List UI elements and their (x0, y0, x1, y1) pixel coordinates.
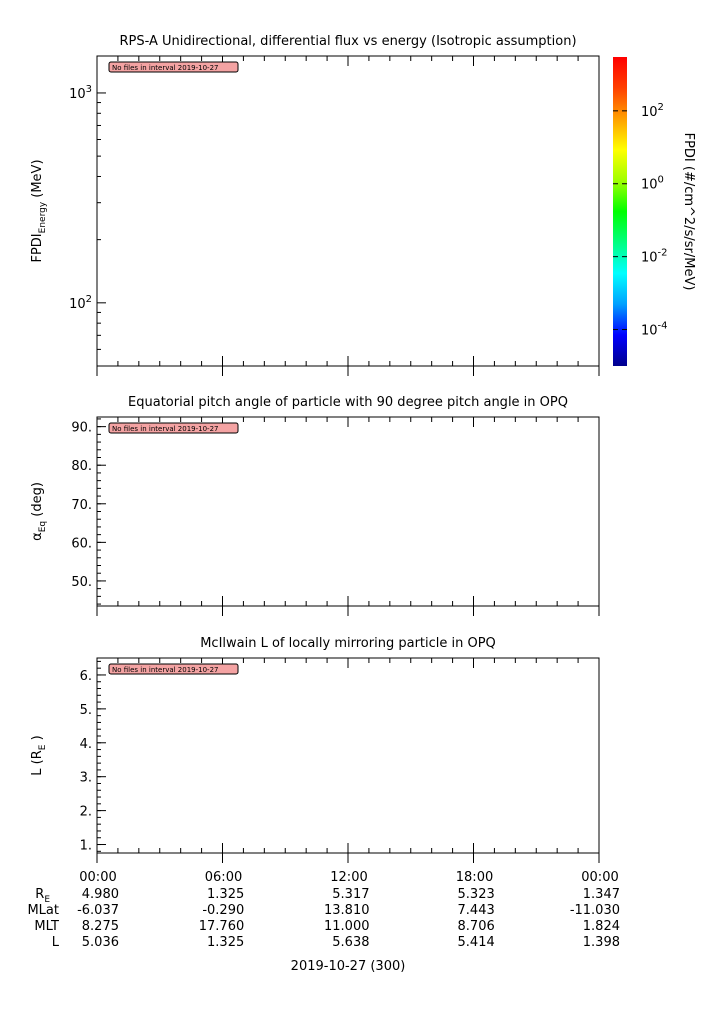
ephemeris-value: 11.000 (324, 919, 370, 934)
y-tick-exponent: 2 (85, 293, 92, 305)
colorbar-tick-exponent: 0 (657, 174, 664, 186)
y-axis-label-main: α (30, 532, 45, 541)
time-tick-label: 00:00 (581, 870, 619, 885)
ephemeris-row-label (34, 919, 59, 934)
y-tick-label (80, 737, 92, 752)
colorbar-tick-label (641, 175, 664, 193)
ephemeris-label-main: MLT (34, 919, 59, 934)
plot-panels (30, 34, 599, 863)
y-tick-label (80, 839, 92, 854)
y-tick-label (71, 536, 92, 551)
colorbar-tick-label (641, 321, 668, 339)
y-tick-label (71, 459, 92, 474)
y-tick-base: 70. (71, 497, 92, 513)
y-tick-base: 10 (69, 296, 86, 312)
ephemeris-value: 5.323 (457, 887, 495, 902)
ephemeris-value: 5.638 (332, 935, 370, 950)
y-tick-label (69, 294, 92, 312)
y-axis-label-main: FPDI (30, 233, 45, 263)
y-tick-base: 90. (71, 420, 92, 436)
ephemeris-value: 7.443 (457, 903, 495, 918)
y-tick-label (71, 498, 92, 513)
y-tick-base: 4. (79, 736, 92, 752)
ephemeris-value: 8.706 (457, 919, 495, 934)
y-axis-label-subscript: Energy (38, 201, 48, 234)
ephemeris-value: 1.325 (207, 935, 245, 950)
y-tick-label (80, 805, 92, 820)
ephemeris-table (27, 887, 620, 950)
y-axis-label-subscript: Eq (38, 520, 48, 533)
y-tick-base: 5. (79, 702, 92, 718)
y-tick-base: 2. (79, 804, 92, 820)
colorbar-tick-base: 10 (641, 104, 658, 120)
colorbar-label: FPDI (#/cm^2/s/sr/MeV) (681, 132, 696, 291)
no-data-label: No files in interval 2019-10-27 (112, 666, 219, 674)
colorbar-tick-base: 10 (641, 250, 658, 266)
colorbar-tick-base: 10 (641, 177, 658, 193)
ephemeris-value: -11.030 (569, 903, 620, 918)
y-axis-label (30, 735, 48, 775)
time-tick-label: 06:00 (204, 870, 243, 885)
y-tick-base: 1. (79, 838, 92, 854)
y-axis-label-subscript: E (38, 744, 48, 751)
y-tick-base: 10 (69, 86, 86, 102)
time-tick-label: 00:00 (79, 870, 117, 885)
ephemeris-value: 1.824 (582, 919, 620, 934)
y-tick-base: 50. (71, 574, 92, 590)
colorbar-tick-exponent: -2 (657, 247, 668, 259)
ephemeris-label-main: MLat (27, 903, 59, 918)
ephemeris-value: 5.317 (332, 887, 370, 902)
panel-title: McIlwain L of locally mirroring particle in OPQ (200, 636, 496, 651)
y-axis-label-unit: (MeV) (30, 159, 45, 202)
y-tick-label (80, 771, 92, 786)
panel-frame (97, 417, 599, 606)
ephemeris-value: 4.980 (81, 887, 119, 902)
time-tick-label: 18:00 (455, 870, 494, 885)
panel-frame (97, 56, 599, 366)
panel-3 (30, 636, 599, 863)
panel-2 (30, 395, 599, 616)
ephemeris-row-label (27, 903, 59, 918)
panel-title: RPS-A Unidirectional, differential flux vs energy (Isotropic assumption) (119, 34, 577, 49)
y-axis-label-main: L (R (30, 750, 45, 776)
y-tick-label (69, 84, 92, 102)
time-tick-label: 12:00 (330, 870, 368, 885)
y-tick-label (80, 703, 92, 718)
panel-title: Equatorial pitch angle of particle with 90 degree pitch angle in OPQ (128, 395, 568, 410)
y-axis-label (30, 159, 48, 262)
y-tick-base: 60. (71, 536, 92, 552)
ephemeris-label-main: R (35, 887, 45, 902)
y-tick-label (71, 575, 92, 590)
ephemeris-value: 13.810 (324, 903, 370, 918)
y-tick-label (80, 669, 92, 684)
ephemeris-value: 5.414 (457, 935, 495, 950)
colorbar-tick-label (641, 102, 664, 120)
colorbar (613, 57, 696, 366)
ephemeris-value: 8.275 (81, 919, 119, 934)
y-axis-label (30, 482, 48, 541)
ephemeris-value: 5.036 (81, 935, 119, 950)
y-tick-base: 6. (79, 668, 92, 684)
y-tick-exponent: 3 (85, 83, 92, 95)
ephemeris-label-subscript: E (44, 895, 50, 905)
y-axis-label-unit: (deg) (30, 482, 45, 521)
ephemeris-value: 1.325 (207, 887, 245, 902)
y-tick-label (71, 421, 92, 436)
date-label: 2019-10-27 (300) (290, 959, 406, 974)
y-tick-base: 80. (71, 459, 92, 475)
ephemeris-value: 1.398 (582, 935, 620, 950)
colorbar-tick-exponent: 2 (657, 101, 664, 113)
panel-frame (97, 658, 599, 853)
colorbar-gradient (613, 57, 627, 366)
ephemeris-row-label (52, 935, 60, 950)
ephemeris-value: -0.290 (202, 903, 245, 918)
panel-1 (30, 34, 599, 376)
colorbar-tick-base: 10 (641, 323, 658, 339)
ephemeris-value: 1.347 (582, 887, 620, 902)
colorbar-tick-label (641, 248, 668, 266)
y-axis-label-unit: ) (30, 735, 45, 745)
ephemeris-label-main: L (51, 935, 59, 950)
y-tick-base: 3. (79, 770, 92, 786)
ephemeris-value: -6.037 (77, 903, 119, 918)
ephemeris-value: 17.760 (198, 919, 245, 934)
no-data-label: No files in interval 2019-10-27 (112, 425, 219, 433)
colorbar-tick-exponent: -4 (657, 320, 668, 332)
no-data-label: No files in interval 2019-10-27 (112, 64, 219, 72)
